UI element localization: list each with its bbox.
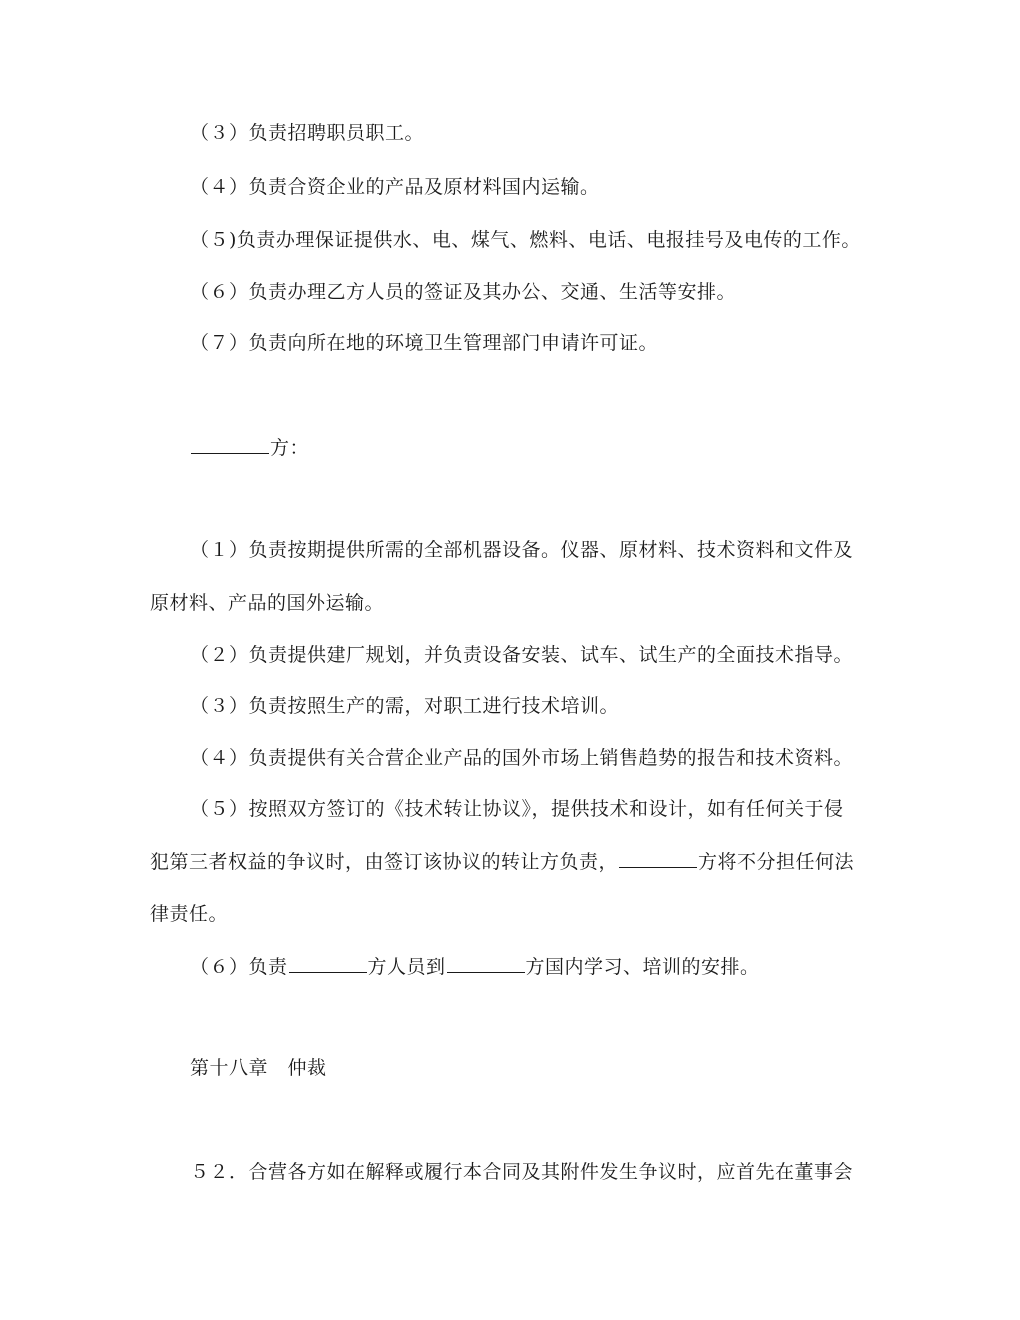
party-b-item-1-line-1: （１）负责按期提供所需的全部机器设备。仪器、原材料、技术资料和文件及 — [190, 539, 854, 561]
blank-field — [191, 435, 269, 454]
party-b-item-5-line-3: 律责任。 — [150, 903, 229, 925]
blank-field — [447, 954, 525, 973]
item-5-text-before-blank: 犯第三者权益的争议时，由签订该协议的转让方负责， — [150, 851, 619, 873]
party-b-item-6 — [190, 954, 920, 979]
item-5-text-after-blank: 方将不分担任何法 — [698, 851, 855, 873]
party-a-item-6: （６）负责办理乙方人员的签证及其办公、交通、生活等安排。 — [190, 281, 737, 303]
party-a-item-7: （７）负责向所在地的环境卫生管理部门申请许可证。 — [190, 332, 659, 354]
party-b-item-4: （４）负责提供有关合营企业产品的国外市场上销售趋势的报告和技术资料。 — [190, 747, 854, 769]
party-b-heading-text: 方： — [270, 437, 310, 459]
blank-field — [619, 849, 697, 868]
article-52: ５２．合营各方如在解释或履行本合同及其附件发生争议时，应首先在董事会 — [190, 1161, 854, 1183]
party-b-item-5-line-1: （５）按照双方签订的《技术转让协议》，提供技术和设计，如有任何关于侵 — [190, 798, 844, 820]
item-6-text-start: （６）负责 — [190, 956, 288, 978]
party-b-heading — [190, 435, 920, 460]
blank-field — [289, 954, 367, 973]
party-a-item-4: （４）负责合资企业的产品及原材料国内运输。 — [190, 176, 600, 198]
chapter-title: 第十八章 仲裁 — [190, 1057, 327, 1079]
item-6-text-middle: 方人员到 — [367, 956, 446, 978]
party-b-item-2: （２）负责提供建厂规划，并负责设备安装、试车、试生产的全面技术指导。 — [190, 644, 854, 666]
party-a-item-3: （３）负责招聘职员职工。 — [190, 122, 425, 144]
item-6-text-end: 方国内学习、培训的安排。 — [525, 956, 760, 978]
party-b-item-3: （３）负责按照生产的需，对职工进行技术培训。 — [190, 695, 620, 717]
party-b-item-1-line-2: 原材料、产品的国外运输。 — [150, 592, 385, 614]
party-b-item-5-line-2 — [150, 849, 880, 874]
party-a-item-5: （５)负责办理保证提供水、电、煤气、燃料、电话、电报挂号及电传的工作。 — [190, 229, 861, 251]
